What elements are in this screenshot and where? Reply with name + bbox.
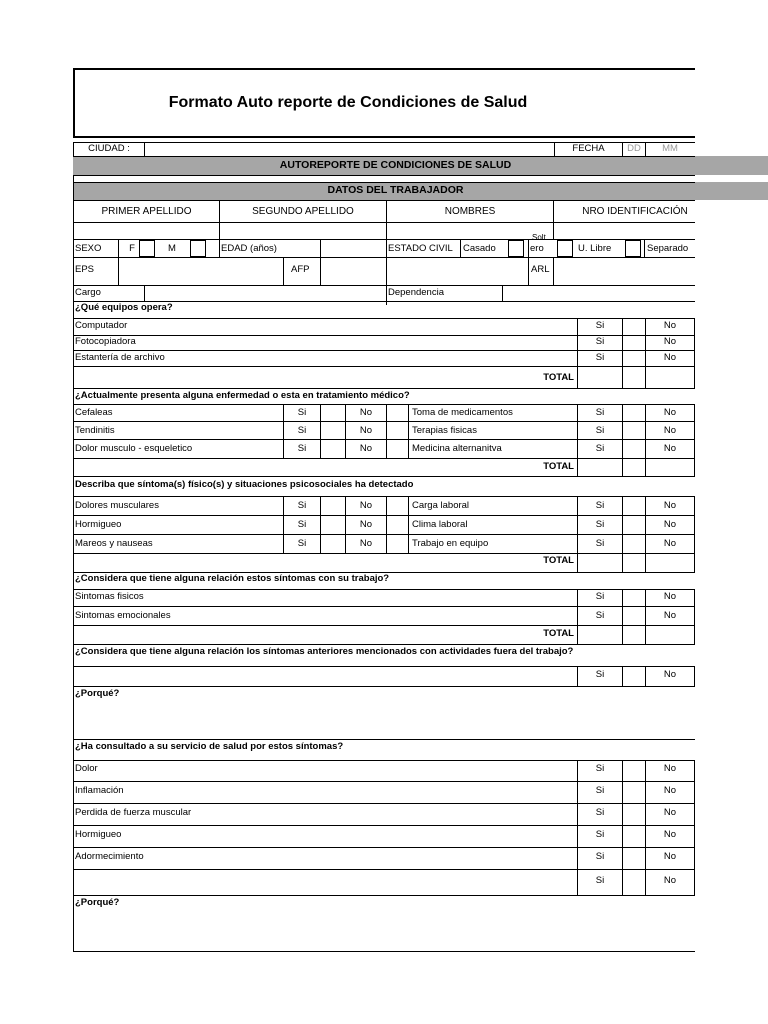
tratamiento-medicamentos: Toma de medicamentos: [412, 407, 513, 418]
eps-label: EPS: [75, 264, 95, 275]
si-option[interactable]: Si: [595, 807, 605, 818]
form-left-border: [73, 301, 74, 951]
city-field[interactable]: [146, 143, 554, 155]
no-option[interactable]: No: [359, 407, 373, 418]
union-libre-checkbox[interactable]: [625, 240, 641, 257]
psicosocial-clima-laboral: Clima laboral: [412, 519, 468, 530]
no-option[interactable]: No: [359, 519, 373, 530]
date-day-field[interactable]: DD: [627, 143, 641, 154]
consulta-adormecimiento: Adormecimiento: [75, 851, 144, 862]
no-option[interactable]: No: [663, 785, 677, 796]
si-option[interactable]: Si: [297, 425, 307, 436]
si-option[interactable]: Si: [297, 500, 307, 511]
si-option[interactable]: Si: [595, 610, 605, 621]
no-option[interactable]: No: [359, 443, 373, 454]
sex-f-label: F: [129, 243, 135, 254]
sex-f-checkbox[interactable]: [139, 240, 155, 257]
dependencia-label: Dependencia: [388, 287, 444, 298]
si-option[interactable]: Si: [595, 669, 605, 680]
section-title-datos: DATOS DEL TRABAJADOR: [327, 184, 464, 196]
afp-label: AFP: [291, 264, 310, 275]
total-label: TOTAL: [543, 628, 574, 639]
city-label: CIUDAD :: [88, 143, 130, 154]
no-option[interactable]: No: [663, 829, 677, 840]
si-option[interactable]: Si: [595, 851, 605, 862]
soltero-checkbox[interactable]: [557, 240, 573, 257]
sexo-label: SEXO: [75, 243, 102, 254]
enfermedad-dolor-musculo: Dolor musculo - esqueletico: [75, 443, 193, 454]
separado-label: Separado: [647, 243, 689, 254]
no-option[interactable]: No: [663, 352, 677, 363]
si-option[interactable]: Si: [595, 538, 605, 549]
no-option[interactable]: No: [663, 875, 677, 886]
si-option[interactable]: Si: [595, 785, 605, 796]
top-border: [73, 68, 695, 70]
sintoma-hormigueo: Hormigueo: [75, 519, 122, 530]
consulta-hormigueo: Hormigueo: [75, 829, 122, 840]
si-option[interactable]: Si: [297, 407, 307, 418]
no-option[interactable]: No: [663, 538, 677, 549]
total-label: TOTAL: [543, 461, 574, 472]
porque-answer-field[interactable]: [76, 702, 691, 736]
si-option[interactable]: Si: [595, 763, 605, 774]
no-option[interactable]: No: [663, 669, 677, 680]
sintomas-emocionales: Sintomas emocionales: [75, 610, 171, 621]
no-option[interactable]: No: [663, 519, 677, 530]
si-option[interactable]: Si: [595, 519, 605, 530]
question-sintomas: Describa que síntoma(s) físico(s) y situaciones psicosociales ha detectado: [75, 479, 414, 490]
equipo-estanteria: Estantería de archivo: [75, 352, 165, 363]
enfermedad-tendinitis: Tendinitis: [75, 425, 115, 436]
question-consulta-salud: ¿Ha consultado a su servicio de salud por estos síntomas?: [75, 741, 344, 752]
section-title-autoreporte: AUTOREPORTE DE CONDICIONES DE SALUD: [279, 159, 512, 171]
si-option[interactable]: Si: [595, 407, 605, 418]
date-month-field[interactable]: MM: [662, 143, 678, 154]
no-option[interactable]: No: [663, 443, 677, 454]
question-equipos: ¿Qué equipos opera?: [75, 302, 173, 313]
soltero-label-top: Solt: [532, 234, 546, 239]
porque-answer-field-2[interactable]: [76, 912, 691, 948]
no-option[interactable]: No: [663, 807, 677, 818]
no-option[interactable]: No: [663, 336, 677, 347]
equipo-fotocopiadora: Fotocopiadora: [75, 336, 136, 347]
sintomas-fisicos: Sintomas fisicos: [75, 591, 144, 602]
no-option[interactable]: No: [359, 425, 373, 436]
psicosocial-carga-laboral: Carga laboral: [412, 500, 470, 511]
no-option[interactable]: No: [663, 851, 677, 862]
consulta-inflamacion: Inflamación: [75, 785, 124, 796]
header-nombres: NOMBRES: [444, 206, 496, 217]
no-option[interactable]: No: [663, 320, 677, 331]
union-libre-label: U. Libre: [578, 243, 612, 254]
consulta-otro-field[interactable]: [75, 874, 475, 886]
si-option[interactable]: Si: [297, 538, 307, 549]
no-option[interactable]: No: [663, 591, 677, 602]
si-option[interactable]: Si: [595, 500, 605, 511]
no-option[interactable]: No: [359, 538, 373, 549]
estado-civil-label: ESTADO CIVIL: [388, 243, 453, 254]
sintoma-dolores-musculares: Dolores musculares: [75, 500, 159, 511]
tratamiento-terapias: Terapias fisicas: [412, 425, 477, 436]
sex-m-label: M: [168, 243, 176, 254]
si-option[interactable]: Si: [595, 336, 605, 347]
si-option[interactable]: Si: [595, 875, 605, 886]
enfermedad-cefaleas: Cefaleas: [75, 407, 113, 418]
si-option[interactable]: Si: [297, 443, 307, 454]
cargo-label: Cargo: [75, 287, 101, 298]
edad-label: EDAD (años): [221, 243, 277, 254]
si-option[interactable]: Si: [595, 591, 605, 602]
question-enfermedad: ¿Actualmente presenta alguna enfermedad o esta en tratamiento médico?: [75, 390, 410, 401]
form-title: Formato Auto reporte de Condiciones de Salud: [168, 94, 528, 111]
si-option[interactable]: Si: [595, 443, 605, 454]
no-option[interactable]: No: [663, 425, 677, 436]
question-actividades-fuera: ¿Considera que tiene alguna relación los síntomas anteriores mencionados con actividades fuera del trabajo?: [75, 646, 574, 657]
total-label: TOTAL: [543, 555, 574, 566]
soltero-label: ero: [530, 243, 544, 254]
si-option[interactable]: Si: [595, 425, 605, 436]
no-option[interactable]: No: [663, 500, 677, 511]
consulta-perdida-fuerza: Perdida de fuerza muscular: [75, 807, 192, 818]
si-option[interactable]: Si: [595, 829, 605, 840]
no-option[interactable]: No: [359, 500, 373, 511]
psicosocial-trabajo-equipo: Trabajo en equipo: [412, 538, 489, 549]
no-option[interactable]: No: [663, 407, 677, 418]
consulta-dolor: Dolor: [75, 763, 98, 774]
si-option[interactable]: Si: [595, 352, 605, 363]
equipo-computador: Computador: [75, 320, 128, 331]
header-segundo-apellido: SEGUNDO APELLIDO: [252, 206, 354, 217]
no-option[interactable]: No: [663, 763, 677, 774]
header-nro-identificacion: NRO IDENTIFICACIÓN: [582, 206, 688, 217]
porque-label: ¿Porqué?: [75, 688, 120, 699]
header-primer-apellido: PRIMER APELLIDO: [101, 206, 192, 217]
si-option[interactable]: Si: [595, 320, 605, 331]
porque-label: ¿Porqué?: [75, 897, 120, 908]
sintoma-mareos: Mareos y nauseas: [75, 538, 153, 549]
title-bottom-border: [73, 136, 695, 138]
si-option[interactable]: Si: [297, 519, 307, 530]
casado-checkbox[interactable]: [508, 240, 524, 257]
sex-m-checkbox[interactable]: [190, 240, 206, 257]
casado-label: Casado: [463, 243, 496, 254]
no-option[interactable]: No: [663, 610, 677, 621]
total-label: TOTAL: [543, 372, 574, 383]
tratamiento-medicina-alternativa: Medicina alternanitva: [412, 443, 502, 454]
question-relacion-trabajo: ¿Considera que tiene alguna relación estos síntomas con su trabajo?: [75, 573, 390, 584]
arl-label: ARL: [531, 264, 550, 275]
date-label: FECHA: [572, 143, 605, 154]
